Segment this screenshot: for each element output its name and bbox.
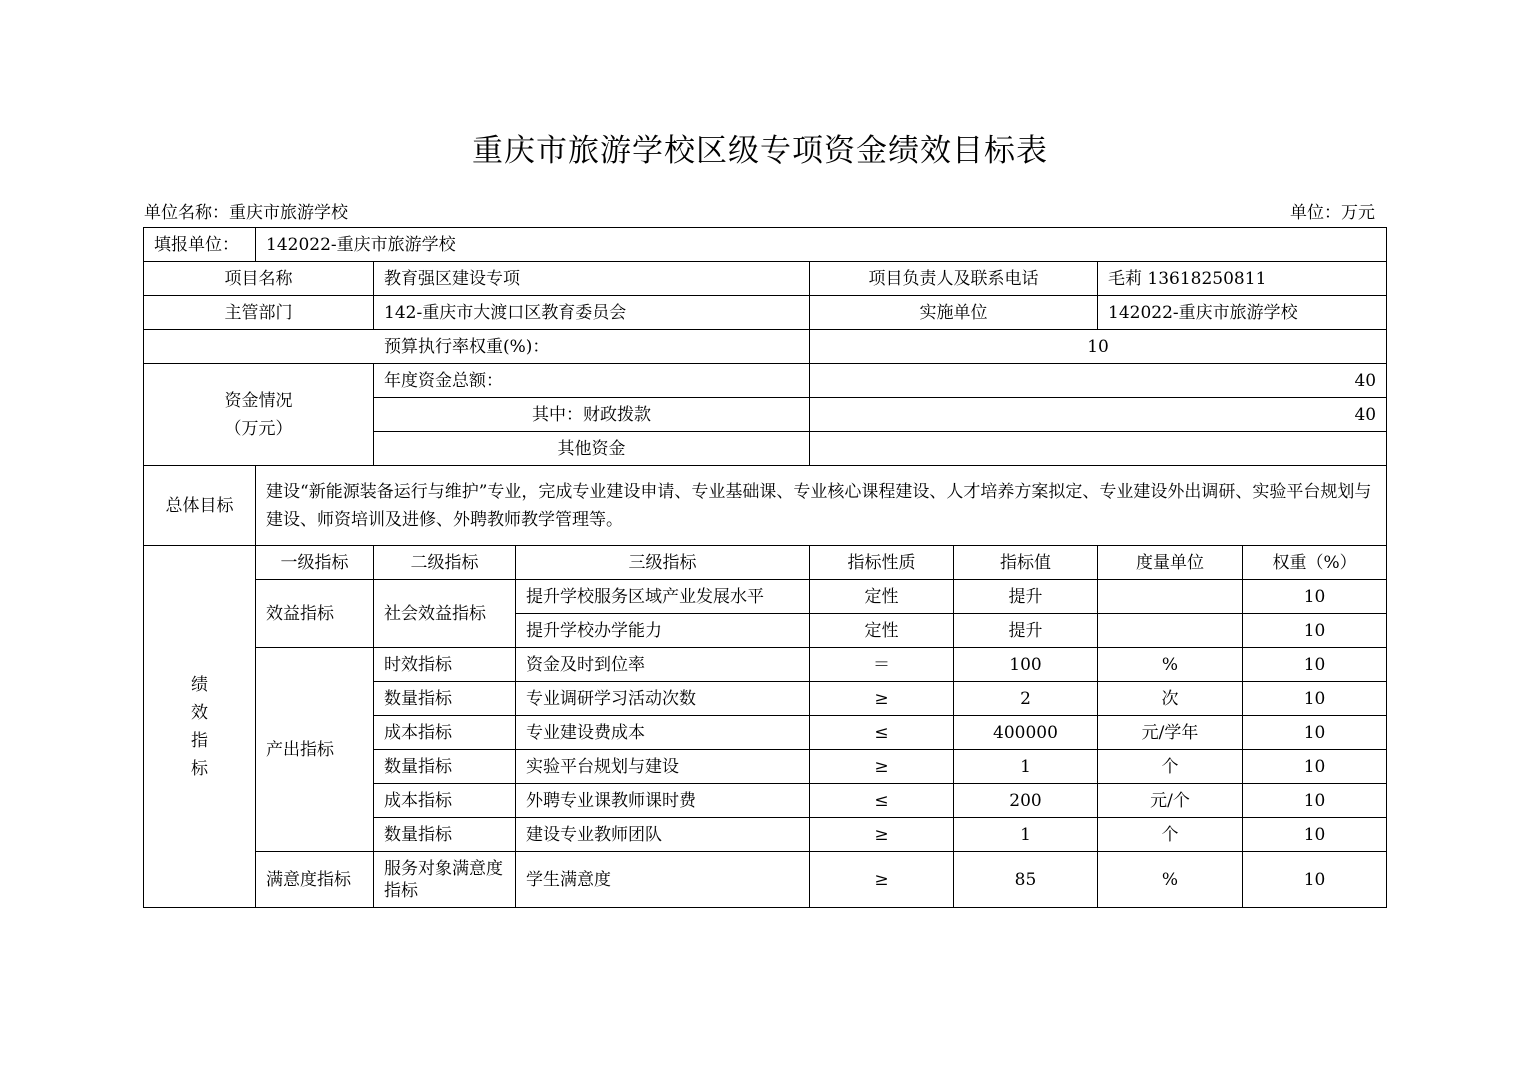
value-cell: 1 <box>954 750 1098 784</box>
budget-row <box>144 330 1387 364</box>
funds-total-row <box>144 364 1387 398</box>
l2-cell: 服务对象满意度指标 <box>374 852 516 908</box>
weight-cell: 10 <box>1243 716 1387 750</box>
weight-cell: 10 <box>1243 614 1387 648</box>
header-cell: 指标值 <box>954 546 1098 580</box>
nature-cell: ≥ <box>810 750 954 784</box>
section-char: 效 <box>191 702 208 723</box>
table-row <box>144 852 1387 908</box>
group-output: 产出指标 <box>256 648 374 852</box>
group-benefit: 效益指标 <box>256 580 374 648</box>
funds-other-value <box>810 432 1387 466</box>
project-name: 教育强区建设专项 <box>374 262 810 296</box>
nature-cell: 定性 <box>810 580 954 614</box>
unit-cell: 次 <box>1098 682 1243 716</box>
unit-cell: 个 <box>1098 818 1243 852</box>
funds-total-label: 年度资金总额： <box>374 364 810 398</box>
unit-cell: 个 <box>1098 750 1243 784</box>
group-satisfaction: 满意度指标 <box>256 852 374 908</box>
section-char: 标 <box>191 758 208 779</box>
dept-value: 142-重庆市大渡口区教育委员会 <box>374 296 810 330</box>
dept-row <box>144 296 1387 330</box>
l2-cell: 数量指标 <box>374 750 516 784</box>
weight-cell: 10 <box>1243 750 1387 784</box>
project-name-label: 项目名称 <box>144 262 374 296</box>
value-cell: 100 <box>954 648 1098 682</box>
funds-label-line2: （万元） <box>224 418 293 439</box>
l2-cell: 时效指标 <box>374 648 516 682</box>
indicator-header-row <box>144 546 1387 580</box>
section-char: 绩 <box>191 674 208 695</box>
funds-total-value: 40 <box>810 364 1387 398</box>
section-char: 指 <box>191 730 208 751</box>
table-row <box>144 580 1387 614</box>
l2-cell: 成本指标 <box>374 716 516 750</box>
nature-cell: ≥ <box>810 818 954 852</box>
unit-label: 单位：万元 <box>1290 203 1375 223</box>
goal-row <box>144 466 1387 546</box>
filler-row <box>144 228 1387 262</box>
nature-cell: ≥ <box>810 852 954 908</box>
unit-cell: 元/学年 <box>1098 716 1243 750</box>
header-cell: 指标性质 <box>810 546 954 580</box>
funds-label <box>144 364 374 466</box>
header-cell: 度量单位 <box>1098 546 1243 580</box>
header-cell: 权重（%） <box>1243 546 1387 580</box>
impl-value: 142022-重庆市旅游学校 <box>1098 296 1387 330</box>
filler-value: 142022-重庆市旅游学校 <box>256 228 1387 262</box>
funds-fiscal-label: 其中：财政拨款 <box>374 398 810 432</box>
weight-cell: 10 <box>1243 580 1387 614</box>
nature-cell: ＝ <box>810 648 954 682</box>
funds-fiscal-value: 40 <box>810 398 1387 432</box>
unit-cell: % <box>1098 648 1243 682</box>
l3-cell: 资金及时到位率 <box>516 648 810 682</box>
weight-cell: 10 <box>1243 784 1387 818</box>
nature-cell: ≤ <box>810 784 954 818</box>
page-title: 重庆市旅游学校区级专项资金绩效目标表 <box>472 133 1048 169</box>
l3-cell: 建设专业教师团队 <box>516 818 810 852</box>
weight-cell: 10 <box>1243 852 1387 908</box>
value-cell: 1 <box>954 818 1098 852</box>
value-cell: 200 <box>954 784 1098 818</box>
value-cell: 400000 <box>954 716 1098 750</box>
weight-cell: 10 <box>1243 648 1387 682</box>
nature-cell: ≤ <box>810 716 954 750</box>
project-row <box>144 262 1387 296</box>
value-cell: 85 <box>954 852 1098 908</box>
l3-cell: 专业建设费成本 <box>516 716 810 750</box>
value-cell: 2 <box>954 682 1098 716</box>
unit-cell <box>1098 614 1243 648</box>
performance-table <box>143 227 1387 908</box>
unit-cell: % <box>1098 852 1243 908</box>
l3-cell: 外聘专业课教师课时费 <box>516 784 810 818</box>
l3-cell: 专业调研学习活动次数 <box>516 682 810 716</box>
budget-label: 预算执行率权重(%)： <box>144 330 810 364</box>
unit-cell <box>1098 580 1243 614</box>
contact-value: 毛莉 13618250811 <box>1098 262 1387 296</box>
nature-cell: ≥ <box>810 682 954 716</box>
header-cell: 二级指标 <box>374 546 516 580</box>
impl-label: 实施单位 <box>810 296 1098 330</box>
l3-cell: 学生满意度 <box>516 852 810 908</box>
l2-cell: 数量指标 <box>374 818 516 852</box>
header-cell: 三级指标 <box>516 546 810 580</box>
indicator-section-label <box>144 546 256 908</box>
value-cell: 提升 <box>954 614 1098 648</box>
value-cell: 提升 <box>954 580 1098 614</box>
contact-label: 项目负责人及联系电话 <box>810 262 1098 296</box>
weight-cell: 10 <box>1243 682 1387 716</box>
funds-label-line1: 资金情况 <box>224 390 293 411</box>
goal-label: 总体目标 <box>144 466 256 546</box>
dept-label: 主管部门 <box>144 296 374 330</box>
l2-cell: 成本指标 <box>374 784 516 818</box>
unit-name: 单位名称：重庆市旅游学校 <box>144 203 348 223</box>
nature-cell: 定性 <box>810 614 954 648</box>
l3-cell: 提升学校办学能力 <box>516 614 810 648</box>
l3-cell: 提升学校服务区域产业发展水平 <box>516 580 810 614</box>
weight-cell: 10 <box>1243 818 1387 852</box>
budget-value: 10 <box>810 330 1387 364</box>
filler-label: 填报单位： <box>144 228 256 262</box>
funds-other-label: 其他资金 <box>374 432 810 466</box>
l3-cell: 实验平台规划与建设 <box>516 750 810 784</box>
header-cell: 一级指标 <box>256 546 374 580</box>
l2-cell: 数量指标 <box>374 682 516 716</box>
group-benefit-social: 社会效益指标 <box>374 580 516 648</box>
goal-text: 建设“新能源装备运行与维护”专业，完成专业建设申请、专业基础课、专业核心课程建设、人才培养方案拟定、专业建设外出调研、实验平台规划与建设、师资培训及进修、外聘教师教学管理等。 <box>256 466 1387 546</box>
table-row <box>144 648 1387 682</box>
unit-cell: 元/个 <box>1098 784 1243 818</box>
